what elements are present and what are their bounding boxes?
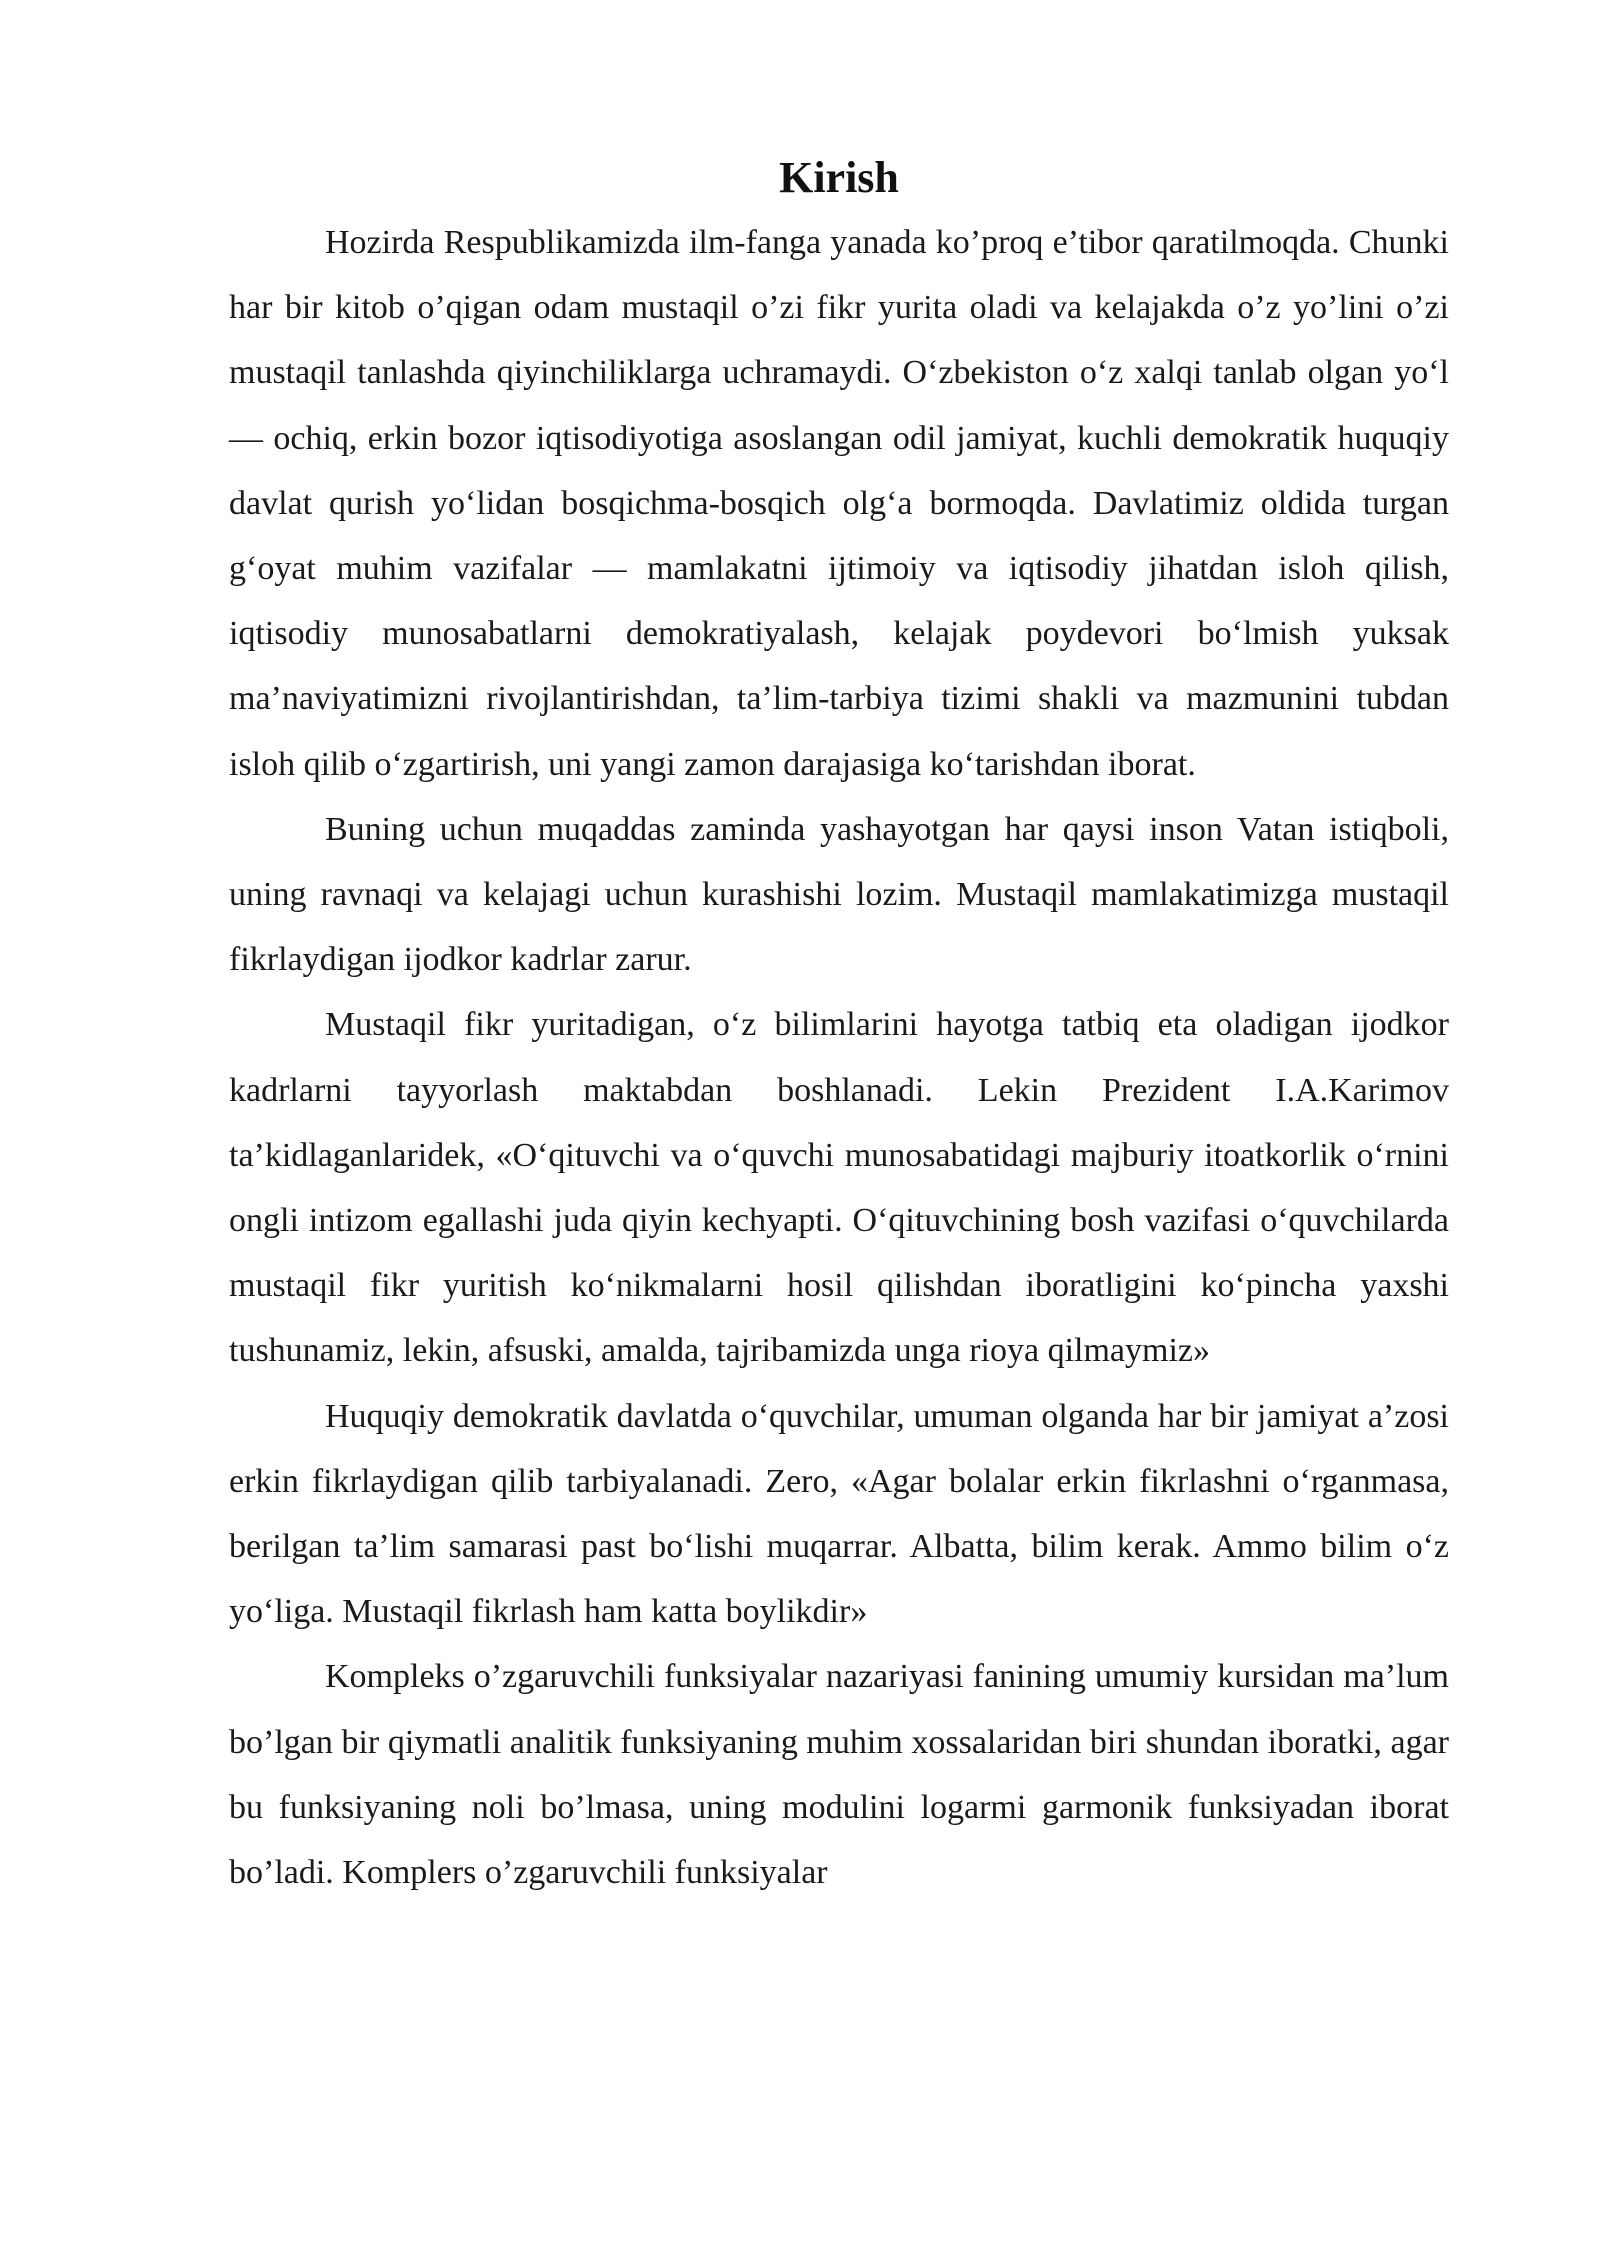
paragraph-intro: Hozirda Respublikamizda ilm-fanga yanada ko’proq e’tibor qaratilmoqda. Chunki har bir kitob o’qigan odam mustaqil o’zi fikr yurita oladi va kelajakda o’z yo’lini o’zi mustaqil tanlashda qiyinchiliklarga uchramaydi. O‘zbekiston o‘z xalqi tanlab olgan yo‘l — ochiq, erkin bozor iqtisodiyotiga asoslangan odil jamiyat, kuchli demokratik huquqiy davlat qurish yo‘lidan bosqichma-bosqich olg‘a bormoqda. Davlatimiz oldida turgan g‘oyat muhim vazifalar — mamlakatni ijtimoiy va iqtisodiy jihatdan isloh qilish, iqtisodiy munosabatlarni demokratiyalash, kelajak poydevori bo‘lmish yuksak ma’naviyatimizni rivojlantirishdan, ta’lim-tarbiya tizimi shakli va mazmunini tubdan isloh qilib o‘zgartirish, uni yangi zamon darajasiga ko‘tarishdan iborat. [229,224,1449,783]
paragraph-homeland: Buning uchun muqaddas zaminda yashayotgan har qaysi inson Vatan istiqboli, uning ravnaqi va kelajagi uchun kurashishi lozim. Mustaqil mamlakatimizga mustaqil fikrlaydigan ijodkor kadrlar zarur. [229,810,1449,979]
paragraph-complex-functions: Kompleks o’zgaruvchili funksiyalar nazariyasi fanining umumiy kursidan ma’lum bo’lgan bir qiymatli analitik funksiyaning muhim xossalaridan biri shundan iboratki, agar bu funksiyaning noli bo’lmasa, uning modulini logarmi garmonik funksiyadan iborat bo’ladi. Komplers o’zgaruvchili funksiyalar [229,1658,1449,1892]
page-title: Kirish [779,153,899,202]
document-page [229,148,1449,1905]
paragraph-democratic-state: Huquqiy demokratik davlatda o‘quvchilar, umuman olganda har bir jamiyat a’zosi erkin fikrlaydigan qilib tarbiyalanadi. Zero, «Agar bolalar erkin fikrlashni o‘rganmasa, berilgan ta’lim samarasi past bo‘lishi muqarrar. Albatta, bilim kerak. Ammo bilim o‘z yo‘liga. Mustaqil fikrlash ham katta boylikdir» [229,1397,1449,1631]
paragraph-independent-thinking: Mustaqil fikr yuritadigan, o‘z bilimlarini hayotga tatbiq eta oladigan ijodkor kadrlarni tayyorlash maktabdan boshlanadi. Lekin Prezident I.A.Karimov ta’kidlaganlaridek, «O‘qituvchi va o‘quvchi munosabatidagi majburiy itoatkorlik o‘rnini ongli intizom egallashi juda qiyin kechyapti. O‘qituvchining bosh vazifasi o‘quvchilarda mustaqil fikr yuritish ko‘nikmalarni hosil qilishdan iboratligini ko‘pincha yaxshi tushunamiz, lekin, afsuski, amalda, tajribamizda unga rioya qilmaymiz» [229,1006,1449,1370]
